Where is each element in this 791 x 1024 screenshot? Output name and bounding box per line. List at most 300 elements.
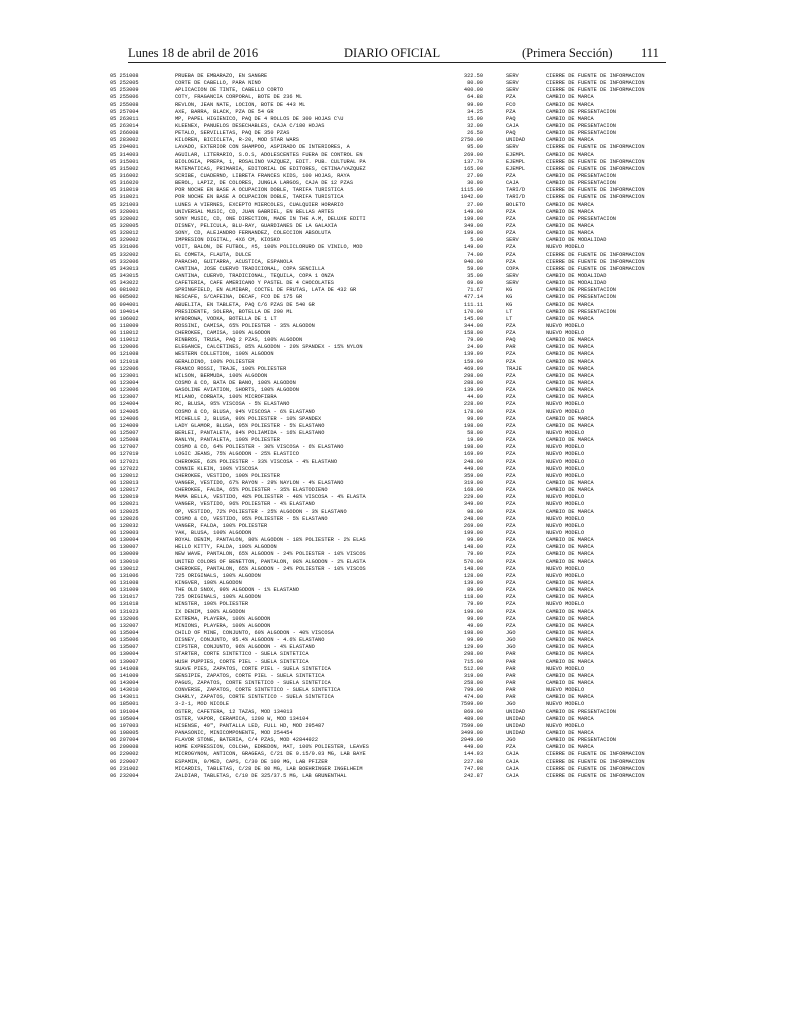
row-price: 1115.00: [460, 187, 483, 194]
table-row: [110, 716, 680, 723]
row-unit: PZA: [506, 108, 516, 115]
row-unit: PZA: [506, 408, 516, 415]
row-description: 3-2-1, MOD NICOLE: [175, 701, 230, 708]
row-category: CIERRE DE FUENTE DE INFORMACION: [546, 758, 645, 765]
table-row: [110, 266, 680, 273]
row-unit: PZA: [506, 358, 516, 365]
table-row: [110, 309, 680, 316]
row-unit: PZA: [506, 251, 516, 258]
table-row: [110, 102, 680, 109]
row-code: 06 127021: [110, 458, 139, 465]
table-row: [110, 773, 680, 780]
row-price: 940.00: [463, 258, 483, 265]
row-description: COSMO & CO, 64% POLIESTER - 30% VISCOSA - 6% ELASTANO: [175, 444, 344, 451]
row-category: CAMBIO DE MARCA: [546, 115, 594, 122]
row-code: 06 128019: [110, 494, 139, 501]
row-description: 725 ORIGINALS, 100% ALGODON: [175, 594, 261, 601]
row-code: 06 229007: [110, 758, 139, 765]
row-category: CAMBIO DE MARCA: [546, 358, 594, 365]
table-row: [110, 287, 680, 294]
row-unit: CAJA: [506, 772, 519, 779]
table-row: [110, 73, 680, 80]
row-category: CIERRE DE FUENTE DE INFORMACION: [546, 187, 645, 194]
row-code: 06 143011: [110, 694, 139, 701]
row-unit: BOLETO: [506, 201, 526, 208]
row-category: CAMBIO DE MARCA: [546, 644, 594, 651]
row-description: WESTERN COLLETION, 100% ALGODON: [175, 351, 274, 358]
row-unit: PAR: [506, 687, 516, 694]
row-unit: PZA: [506, 501, 516, 508]
row-category: CAMBIO DE MARCA: [546, 337, 594, 344]
row-category: CAMBIO DE MARCA: [546, 151, 594, 158]
table-row: [110, 566, 680, 573]
row-description: CIPSTER, CONJUNTO, 96% ALGODON - 4% ELASTANO: [175, 644, 315, 651]
row-code: 06 128013: [110, 480, 139, 487]
row-code: 06 119012: [110, 337, 139, 344]
row-code: 05 315002: [110, 165, 139, 172]
row-category: CAMBIO DE MARCA: [546, 344, 594, 351]
table-row: [110, 316, 680, 323]
row-price: 148.00: [463, 544, 483, 551]
page-header: [128, 44, 666, 62]
row-description: POR NOCHE EN BASE A OCUPACION DOBLE, TARIFA TURISTICA: [175, 194, 344, 201]
row-code: 06 130010: [110, 558, 139, 565]
row-price: 5.00: [470, 237, 483, 244]
row-code: 06 131009: [110, 587, 139, 594]
row-price: 319.00: [463, 480, 483, 487]
row-unit: CAJA: [506, 122, 519, 129]
row-description: KINGVER, 100% ALGODON: [175, 579, 242, 586]
table-row: [110, 323, 680, 330]
row-price: 144.93: [463, 751, 483, 758]
row-price: 111.11: [463, 301, 483, 308]
row-price: 139.99: [463, 579, 483, 586]
row-code: 06 141008: [110, 665, 139, 672]
row-code: 05 328012: [110, 230, 139, 237]
table-row: [110, 680, 680, 687]
row-description: SPRINGFIELD, EN ALMIBAR, COCTEL DE FRUTAS, LATA DE 432 GR: [175, 287, 357, 294]
row-description: EL COMETA, FLAUTA, DULCE: [175, 251, 252, 258]
row-category: CAMBIO DE MARCA: [546, 94, 594, 101]
table-row: [110, 337, 680, 344]
table-row: [110, 137, 680, 144]
row-category: NUEVO MODELO: [546, 522, 585, 529]
table-row: [110, 344, 680, 351]
row-price: 489.00: [463, 715, 483, 722]
row-category: CIERRE DE FUENTE DE INFORMACION: [546, 265, 645, 272]
row-unit: PAQ: [506, 115, 516, 122]
table-row: [110, 551, 680, 558]
row-description: BERLEI, PANTALETA, 84% POLIAMIDA - 16% ELASTANO: [175, 430, 325, 437]
row-price: 570.00: [463, 558, 483, 565]
row-price: 58.00: [467, 430, 483, 437]
row-price: 747.98: [463, 765, 483, 772]
row-unit: JGO: [506, 737, 516, 744]
table-row: [110, 444, 680, 451]
table-row: [110, 423, 680, 430]
row-code: 05 263014: [110, 122, 139, 129]
row-description: VANGER, FALDA, 100% POLIESTER: [175, 522, 268, 529]
row-code: 06 121008: [110, 351, 139, 358]
row-category: CAMBIO DE MODALIDAD: [546, 280, 607, 287]
row-category: CAMBIO DE MARCA: [546, 137, 594, 144]
table-row: [110, 451, 680, 458]
row-code: 05 343013: [110, 265, 139, 272]
row-price: 26.50: [467, 130, 483, 137]
table-row: [110, 180, 680, 187]
row-unit: TARI/D: [506, 187, 526, 194]
row-code: 06 128012: [110, 472, 139, 479]
row-code: 06 118009: [110, 322, 139, 329]
table-row: [110, 366, 680, 373]
row-category: CAMBIO DE MARCA: [546, 579, 594, 586]
row-category: NUEVO MODELO: [546, 430, 585, 437]
row-description: LADY GLAMOR, BLUSA, 95% POLIESTER - 5% ELASTANO: [175, 422, 325, 429]
row-price: 128.00: [463, 572, 483, 579]
row-price: 64.88: [467, 94, 483, 101]
table-row: [110, 623, 680, 630]
row-description: CHEROKEE, PANTALON, 65% ALGODON - 24% POLIESTER - 10% VISCOS: [175, 565, 366, 572]
row-unit: PZA: [506, 94, 516, 101]
row-price: 359.00: [463, 472, 483, 479]
row-unit: COPA: [506, 265, 519, 272]
row-unit: CAJA: [506, 751, 519, 758]
table-row: [110, 509, 680, 516]
table-row: [110, 609, 680, 616]
row-category: CAMBIO DE MARCA: [546, 608, 594, 615]
row-price: 2949.00: [460, 737, 483, 744]
row-price: 474.00: [463, 694, 483, 701]
row-description: HELLO KITTY, FALDA, 100% ALGODON: [175, 544, 277, 551]
table-row: [110, 430, 680, 437]
row-unit: SERV: [506, 237, 519, 244]
row-description: KILOREN, BICICLETA, R-20, MOD STAR WARS: [175, 137, 299, 144]
row-price: 449.00: [463, 744, 483, 751]
row-code: 06 125008: [110, 437, 139, 444]
table-row: [110, 152, 680, 159]
row-category: CAMBIO DE MODALIDAD: [546, 237, 607, 244]
row-unit: PAQ: [506, 130, 516, 137]
table-row: [110, 709, 680, 716]
table-row: [110, 737, 680, 744]
row-unit: PZA: [506, 465, 516, 472]
row-code: 05 294001: [110, 144, 139, 151]
row-code: 06 135006: [110, 637, 139, 644]
row-code: 05 331006: [110, 244, 139, 251]
row-category: NUEVO MODELO: [546, 572, 585, 579]
table-row: [110, 359, 680, 366]
table-row: [110, 187, 680, 194]
row-description: OSTER, CAFETERA, 12 TAZAS, MOD 134013: [175, 708, 293, 715]
row-code: 06 197003: [110, 722, 139, 729]
row-code: 05 321003: [110, 201, 139, 208]
row-category: CAMBIO DE MARCA: [546, 480, 594, 487]
row-unit: SERV: [506, 80, 519, 87]
row-price: 199.00: [463, 215, 483, 222]
row-category: CAMBIO DE MARCA: [546, 658, 594, 665]
row-category: CAMBIO DE MARCA: [546, 208, 594, 215]
row-category: CAMBIO DE PRESENTACION: [546, 108, 616, 115]
row-description: CHILD OF MINE, CONJUNTO, 60% ALGODON - 40% VISCOSA: [175, 629, 334, 636]
row-code: 06 143010: [110, 687, 139, 694]
row-category: CAMBIO DE PRESENTACION: [546, 122, 616, 129]
row-unit: PZA: [506, 401, 516, 408]
row-unit: JGO: [506, 644, 516, 651]
row-code: 06 127007: [110, 444, 139, 451]
row-price: 170.00: [463, 308, 483, 315]
table-row: [110, 116, 680, 123]
row-price: 32.00: [467, 122, 483, 129]
row-price: 869.00: [463, 708, 483, 715]
row-description: AXE, BARRA, BLACK, PZA DE 54 GR: [175, 108, 274, 115]
table-row: [110, 87, 680, 94]
row-description: CANTINA, CUERVO, TRADICIONAL, TEQUILA, COPA 1 ONZA: [175, 272, 334, 279]
row-unit: PZA: [506, 522, 516, 529]
row-category: CAMBIO DE MARCA: [546, 651, 594, 658]
row-description: OSTER, VAPOR, CERAMICA, 1200 W, MOD 134104: [175, 715, 309, 722]
row-category: CAMBIO DE PRESENTACION: [546, 308, 616, 315]
row-category: NUEVO MODELO: [546, 701, 585, 708]
table-row: [110, 701, 680, 708]
row-unit: PZA: [506, 572, 516, 579]
row-category: CIERRE DE FUENTE DE INFORMACION: [546, 194, 645, 201]
row-price: 30.90: [467, 180, 483, 187]
row-description: PAGUS, ZAPATOS, CORTE SINTETICO - SUELA SINTETICA: [175, 679, 331, 686]
table-row: [110, 687, 680, 694]
row-unit: PZA: [506, 394, 516, 401]
row-unit: PZA: [506, 530, 516, 536]
row-unit: PZA: [506, 215, 516, 222]
row-category: CAMBIO DE MARCA: [546, 372, 594, 379]
row-price: 1942.00: [460, 194, 483, 201]
row-price: 139.99: [463, 387, 483, 394]
row-code: 05 316002: [110, 172, 139, 179]
row-code: 06 131018: [110, 601, 139, 608]
row-description: APLICACION DE TINTE, CABELLO CORTO: [175, 87, 284, 94]
row-category: NUEVO MODELO: [546, 601, 585, 608]
row-unit: PZA: [506, 622, 516, 629]
row-description: VANGER, VESTIDO, 67% RAYON - 29% NAYLON - 4% ELASTANO: [175, 480, 344, 487]
row-price: 145.00: [463, 315, 483, 322]
row-unit: PZA: [506, 415, 516, 422]
row-category: NUEVO MODELO: [546, 401, 585, 408]
row-code: 06 130012: [110, 565, 139, 572]
row-price: 512.00: [463, 665, 483, 672]
row-price: 35.00: [467, 272, 483, 279]
row-code: 05 283002: [110, 137, 139, 144]
table-row: [110, 459, 680, 466]
row-category: CAMBIO DE MARCA: [546, 537, 594, 544]
row-unit: LT: [506, 308, 513, 315]
row-category: CAMBIO DE PRESENTACION: [546, 708, 616, 715]
row-unit: PZA: [506, 587, 516, 594]
table-row: [110, 630, 680, 637]
row-description: DISNEY, CONJUNTO, 95.4% ALGODON - 4.6% ELASTANO: [175, 637, 325, 644]
row-description: SUAVE PIES, ZAPATOS, CORTE PIEL - SUELA SINTETICA: [175, 665, 331, 672]
row-category: CIERRE DE FUENTE DE INFORMACION: [546, 751, 645, 758]
row-unit: SERV: [506, 87, 519, 94]
table-row: [110, 559, 680, 566]
table-row: [110, 173, 680, 180]
row-unit: PZA: [506, 601, 516, 608]
row-description: MICROGYNON, ANTICON, GRAGEAS, C/21 DE 0.15/0.03 MG, LAB BAYE: [175, 751, 366, 758]
row-price: 799.00: [463, 687, 483, 694]
row-price: 27.00: [467, 201, 483, 208]
row-unit: PZA: [506, 515, 516, 522]
row-price: 7599.00: [460, 722, 483, 729]
row-description: ELEGANCE, CALCETINES, 85% ALGODON - 20% SPANDEX - 15% NYLON: [175, 344, 363, 351]
row-category: CAMBIO DE MARCA: [546, 508, 594, 515]
row-price: 27.90: [467, 172, 483, 179]
row-code: 05 316020: [110, 180, 139, 187]
row-code: 06 128025: [110, 508, 139, 515]
row-code: 05 328002: [110, 215, 139, 222]
row-price: 248.00: [463, 515, 483, 522]
row-code: 06 130004: [110, 537, 139, 544]
table-row: [110, 544, 680, 551]
row-category: CAMBIO DE MARCA: [546, 544, 594, 551]
table-row: [110, 537, 680, 544]
table-row: [110, 480, 680, 487]
row-unit: PZA: [506, 458, 516, 465]
row-price: 99.99: [467, 415, 483, 422]
row-code: 06 123001: [110, 372, 139, 379]
row-description: YAK, BLUSA, 100% ALGODON: [175, 530, 252, 536]
row-unit: EJEMPL: [506, 158, 526, 165]
row-unit: KG: [506, 301, 513, 308]
table-row: [110, 109, 680, 116]
row-unit: PZA: [506, 387, 516, 394]
row-category: NUEVO MODELO: [546, 330, 585, 337]
row-description: SCRIBE, CUADERNO, LIBRETA FRANCES KIDS, 100 HOJAS, RAYA: [175, 172, 350, 179]
row-description: PANASONIC, MINICOMPONENTE, MOD 254454: [175, 729, 293, 736]
row-description: FLAVOR STONE, BATERIA, C/4 PZAS, MOD 42844922: [175, 737, 319, 744]
row-price: 149.00: [463, 208, 483, 215]
row-code: 06 135007: [110, 644, 139, 651]
header-page-number: 111: [641, 46, 659, 60]
table-row: [110, 159, 680, 166]
row-category: NUEVO MODELO: [546, 451, 585, 458]
table-row: [110, 144, 680, 151]
row-price: 99.99: [467, 637, 483, 644]
row-description: PARACHO, GUITARRA, ACUSTICA, ESPAÑOLA: [175, 258, 293, 265]
row-price: 242.87: [463, 772, 483, 779]
row-category: CAMBIO DE MARCA: [546, 715, 594, 722]
row-description: DISNEY, PELICULA, BLU-RAY, GUARDIANES DE LA GALAXIA: [175, 222, 338, 229]
row-price: 71.67: [467, 287, 483, 294]
row-unit: KG: [506, 294, 513, 301]
row-code: 05 255008: [110, 101, 139, 108]
row-unit: EJEMPL: [506, 151, 526, 158]
row-code: 06 127019: [110, 451, 139, 458]
row-description: CHARLY, ZAPATOS, CORTE SINTETICO - SUELA SINTETICA: [175, 694, 334, 701]
row-description: NEW WAVE, PANTALON, 65% ALGODON - 24% POLIESTER - 10% VISCOS: [175, 551, 366, 558]
row-unit: CAJA: [506, 180, 519, 187]
row-price: 158.00: [463, 330, 483, 337]
row-category: NUEVO MODELO: [546, 530, 585, 536]
row-unit: SERV: [506, 280, 519, 287]
row-description: GERALDINO, 100% POLIESTER: [175, 358, 255, 365]
row-price: 319.00: [463, 672, 483, 679]
table-row: [110, 723, 680, 730]
row-unit: PZA: [506, 551, 516, 558]
row-category: CIERRE DE FUENTE DE INFORMACION: [546, 87, 645, 94]
row-unit: PZA: [506, 444, 516, 451]
row-price: 349.00: [463, 222, 483, 229]
row-description: CHEROKEE, CAMISA, 100% ALGODON: [175, 330, 271, 337]
row-price: 7599.00: [460, 701, 483, 708]
row-code: 06 081002: [110, 287, 139, 294]
row-code: 06 198005: [110, 729, 139, 736]
row-unit: PAR: [506, 344, 516, 351]
row-price: 19.99: [467, 437, 483, 444]
row-code: 05 328005: [110, 222, 139, 229]
row-unit: PZA: [506, 208, 516, 215]
row-code: 06 135004: [110, 629, 139, 636]
row-price: 178.00: [463, 408, 483, 415]
table-row: [110, 673, 680, 680]
row-description: ROSSINI, CAMISA, 65% POLIESTER - 35% ALGODON: [175, 322, 315, 329]
row-price: 34.25: [467, 108, 483, 115]
row-price: 95.00: [467, 144, 483, 151]
row-category: CAMBIO DE PRESENTACION: [546, 172, 616, 179]
row-unit: LT: [506, 315, 513, 322]
table-row: [110, 516, 680, 523]
row-code: 06 229002: [110, 751, 139, 758]
row-description: EXTREMA, PLAYERA, 100% ALGODON: [175, 615, 271, 622]
row-code: 05 255006: [110, 94, 139, 101]
table-row: [110, 294, 680, 301]
row-category: CAMBIO DE MODALIDAD: [546, 272, 607, 279]
row-category: CIERRE DE FUENTE DE INFORMACION: [546, 73, 645, 79]
table-row: [110, 237, 680, 244]
row-unit: PZA: [506, 494, 516, 501]
row-code: 05 263011: [110, 115, 139, 122]
row-description: HISENSE, 40", PANTALLA LED, FULL HD, MOD 295487: [175, 722, 325, 729]
row-unit: PZA: [506, 422, 516, 429]
header-section: (Primera Sección): [522, 46, 613, 60]
header-date: Lunes 18 de abril de 2016: [128, 46, 259, 60]
row-unit: PZA: [506, 594, 516, 601]
row-category: CAMBIO DE MARCA: [546, 201, 594, 208]
row-unit: PZA: [506, 437, 516, 444]
table-row: [110, 94, 680, 101]
row-price: 198.00: [463, 629, 483, 636]
row-unit: PZA: [506, 451, 516, 458]
row-unit: PZA: [506, 472, 516, 479]
row-price: 198.00: [463, 422, 483, 429]
row-code: 06 124009: [110, 422, 139, 429]
table-row: [110, 252, 680, 259]
row-description: MATEMATICAS, PRIMARIA, EDITORIAL DE EDITORES, CETINA/VAZQUEZ: [175, 165, 366, 172]
table-row: [110, 259, 680, 266]
row-description: SONY, CD, ALEJANDRO FERNANDEZ, COLECCION ABSOLUTA: [175, 230, 331, 237]
row-price: 288.00: [463, 380, 483, 387]
row-code: 06 132007: [110, 622, 139, 629]
row-code: 05 318021: [110, 194, 139, 201]
row-unit: PZA: [506, 258, 516, 265]
row-category: CAMBIO DE MARCA: [546, 487, 594, 494]
row-category: CAMBIO DE MARCA: [546, 551, 594, 558]
table-row: [110, 744, 680, 751]
row-category: CAMBIO DE MARCA: [546, 222, 594, 229]
row-unit: SERV: [506, 272, 519, 279]
row-category: CAMBIO DE MARCA: [546, 394, 594, 401]
row-category: NUEVO MODELO: [546, 465, 585, 472]
row-price: 258.00: [463, 679, 483, 686]
table-row: [110, 694, 680, 701]
row-price: 322.50: [463, 73, 483, 79]
